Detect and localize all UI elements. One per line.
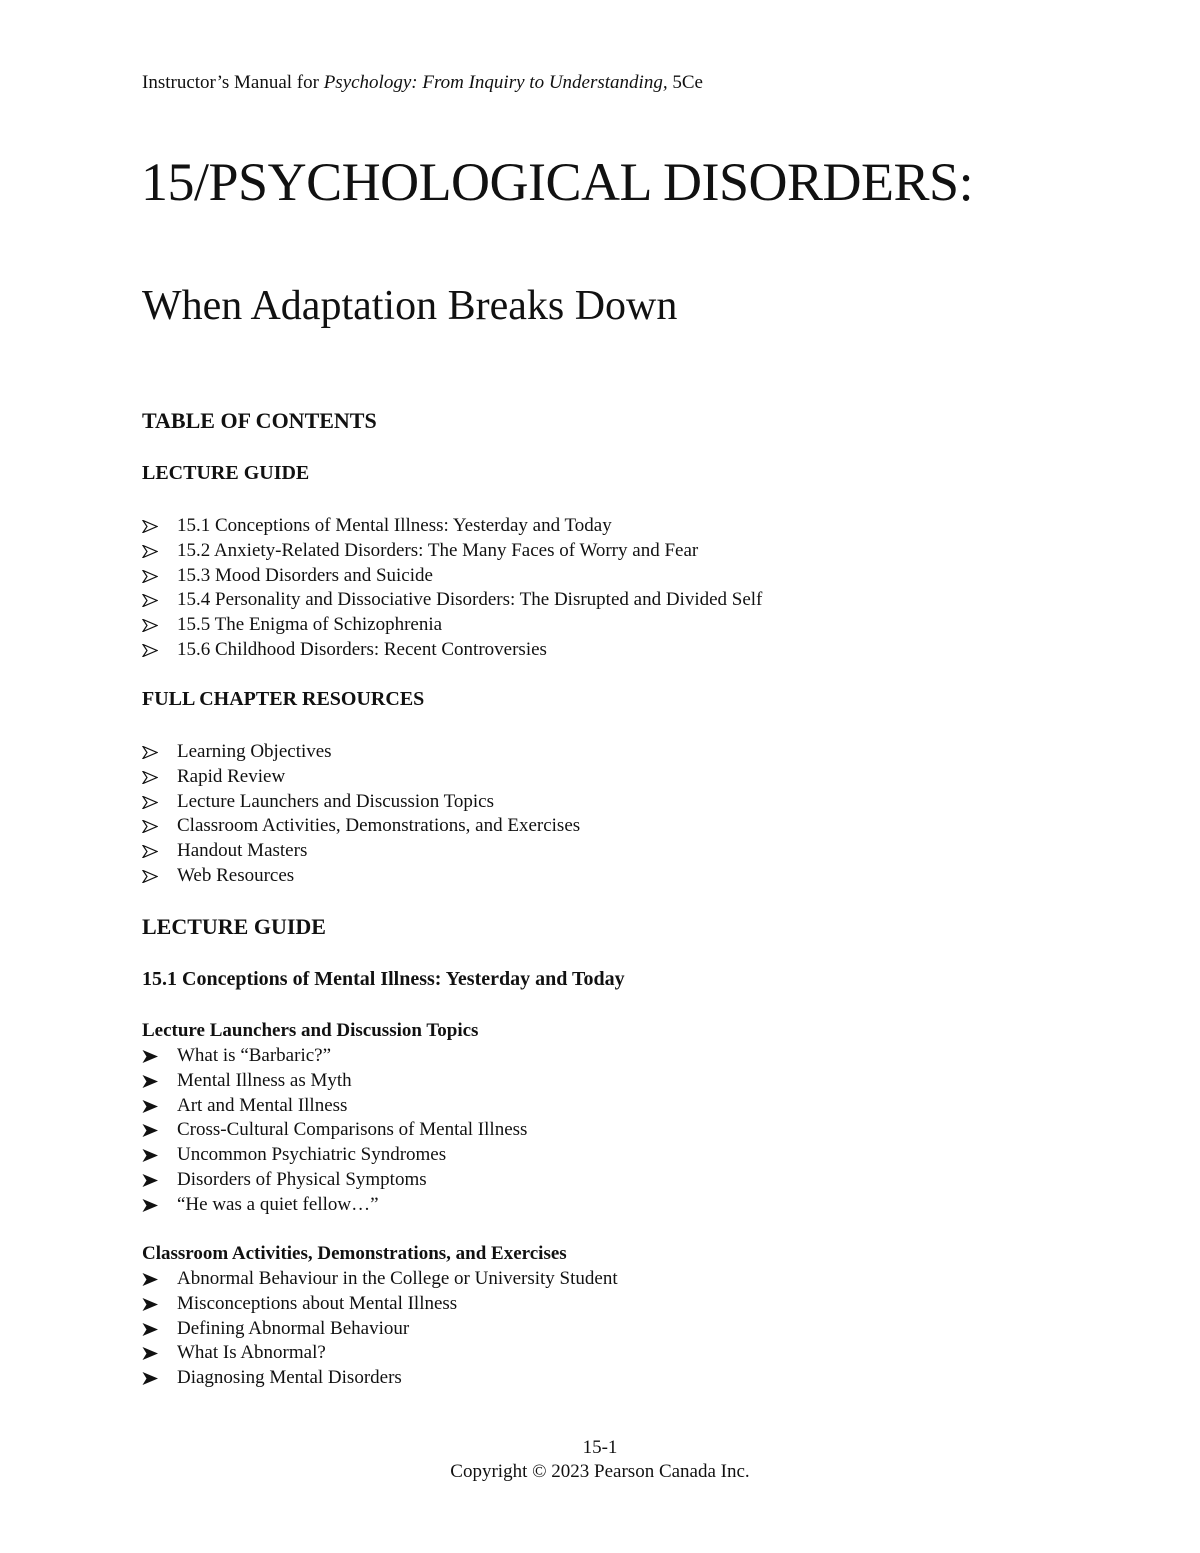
activities-heading: Classroom Activities, Demonstrations, and Exercises: [142, 1243, 567, 1264]
list-item: [142, 539, 762, 564]
list-item-text: Learning Objectives: [177, 741, 332, 762]
running-header: [142, 72, 703, 94]
list-item-text: 15.6 Childhood Disorders: Recent Controversies: [177, 638, 547, 660]
arrowhead-bullet-icon: [142, 1075, 158, 1088]
list-item: [142, 839, 580, 864]
section-heading: 15.1 Conceptions of Mental Illness: Yesterday and Today: [142, 968, 625, 990]
list-item-text: Mental Illness as Myth: [177, 1069, 352, 1091]
list-item-text: 15.2 Anxiety-Related Disorders: The Many Faces of Worry and Fear: [177, 539, 699, 561]
list-item-text: What Is Abnormal?: [177, 1342, 326, 1364]
list-item: [142, 514, 762, 539]
arrowhead-bullet-icon: [142, 845, 158, 858]
arrowhead-bullet-icon: [142, 870, 158, 883]
list-item: [142, 1094, 527, 1119]
list-item: [142, 1168, 527, 1193]
list-item: [142, 1118, 527, 1143]
arrowhead-bullet-icon: [142, 1323, 158, 1336]
list-item: [142, 613, 762, 638]
arrowhead-bullet-icon: [142, 619, 158, 632]
toc-lecture-guide-list: [142, 514, 762, 663]
list-item-text: “He was a quiet fellow…”: [177, 1193, 379, 1215]
launchers-list: [142, 1044, 527, 1218]
arrowhead-bullet-icon: [142, 520, 158, 533]
list-item: [142, 1292, 618, 1317]
lecture-guide-heading: LECTURE GUIDE: [142, 914, 326, 939]
header-book-title: Psychology: From Inquiry to Understanding,: [323, 72, 668, 93]
list-item: [142, 1069, 527, 1094]
list-item-text: 15.3 Mood Disorders and Suicide: [177, 564, 433, 586]
arrowhead-bullet-icon: [142, 1050, 158, 1063]
list-item: [142, 1366, 618, 1391]
arrowhead-bullet-icon: [142, 796, 158, 809]
list-item-text: Lecture Launchers and Discussion Topics: [177, 790, 495, 812]
arrowhead-bullet-icon: [142, 1347, 158, 1360]
list-item-text: Classroom Activities, Demonstrations, and Exercises: [177, 815, 581, 837]
arrowhead-bullet-icon: [142, 545, 158, 558]
list-item-text: What is “Barbaric?”: [177, 1045, 332, 1066]
toc-resources-heading: FULL CHAPTER RESOURCES: [142, 688, 425, 710]
list-item: [142, 864, 580, 889]
list-item: [142, 1143, 527, 1168]
list-item: [142, 588, 762, 613]
arrowhead-bullet-icon: [142, 746, 158, 759]
arrowhead-bullet-icon: [142, 570, 158, 583]
chapter-subtitle: When Adaptation Breaks Down: [142, 283, 678, 329]
chapter-title: 15/PSYCHOLOGICAL DISORDERS:: [141, 152, 974, 212]
arrowhead-bullet-icon: [142, 644, 158, 657]
list-item: [142, 1341, 618, 1366]
list-item-text: Cross-Cultural Comparisons of Mental Illness: [177, 1119, 528, 1141]
arrowhead-bullet-icon: [142, 1273, 158, 1286]
arrowhead-bullet-icon: [142, 1372, 158, 1385]
page-number: 15-1: [582, 1437, 618, 1458]
list-item: [142, 1044, 527, 1069]
toc-heading: TABLE OF CONTENTS: [142, 408, 377, 433]
list-item-text: Misconceptions about Mental Illness: [177, 1292, 458, 1314]
copyright-notice: Copyright © 2023 Pearson Canada Inc.: [450, 1461, 750, 1482]
arrowhead-bullet-icon: [142, 1100, 158, 1113]
header-edition: 5Ce: [667, 72, 703, 93]
list-item-text: Defining Abnormal Behaviour: [177, 1317, 410, 1339]
activities-list: [142, 1267, 618, 1391]
arrowhead-bullet-icon: [142, 1199, 158, 1212]
toc-lecture-guide-heading: LECTURE GUIDE: [142, 462, 310, 484]
arrowhead-bullet-icon: [142, 1149, 158, 1162]
list-item: [142, 638, 762, 663]
list-item-text: Disorders of Physical Symptoms: [177, 1168, 427, 1190]
list-item: [142, 790, 580, 815]
list-item: [142, 1193, 527, 1218]
list-item-text: 15.5 The Enigma of Schizophrenia: [177, 614, 443, 636]
list-item-text: 15.1 Conceptions of Mental Illness: Yesterday and Today: [177, 515, 612, 536]
list-item-text: Art and Mental Illness: [177, 1094, 348, 1116]
toc-resources-list: [142, 740, 580, 889]
list-item-text: Abnormal Behaviour in the College or University Student: [177, 1268, 618, 1289]
list-item-text: Web Resources: [177, 864, 295, 886]
header-prefix: Instructor’s Manual for: [142, 72, 324, 93]
list-item: [142, 1267, 618, 1292]
arrowhead-bullet-icon: [142, 1174, 158, 1187]
list-item: [142, 564, 762, 589]
list-item-text: Diagnosing Mental Disorders: [177, 1367, 402, 1389]
launchers-heading: Lecture Launchers and Discussion Topics: [142, 1020, 479, 1041]
arrowhead-bullet-icon: [142, 594, 158, 607]
list-item: [142, 814, 580, 839]
arrowhead-bullet-icon: [142, 820, 158, 833]
list-item-text: 15.4 Personality and Dissociative Disorders: The Disrupted and Divided Self: [177, 589, 763, 611]
list-item-text: Rapid Review: [177, 765, 286, 787]
arrowhead-bullet-icon: [142, 1124, 158, 1137]
list-item-text: Handout Masters: [177, 840, 308, 862]
list-item: [142, 740, 580, 765]
list-item: [142, 765, 580, 790]
list-item: [142, 1317, 618, 1342]
arrowhead-bullet-icon: [142, 1298, 158, 1311]
list-item-text: Uncommon Psychiatric Syndromes: [177, 1144, 447, 1166]
arrowhead-bullet-icon: [142, 771, 158, 784]
